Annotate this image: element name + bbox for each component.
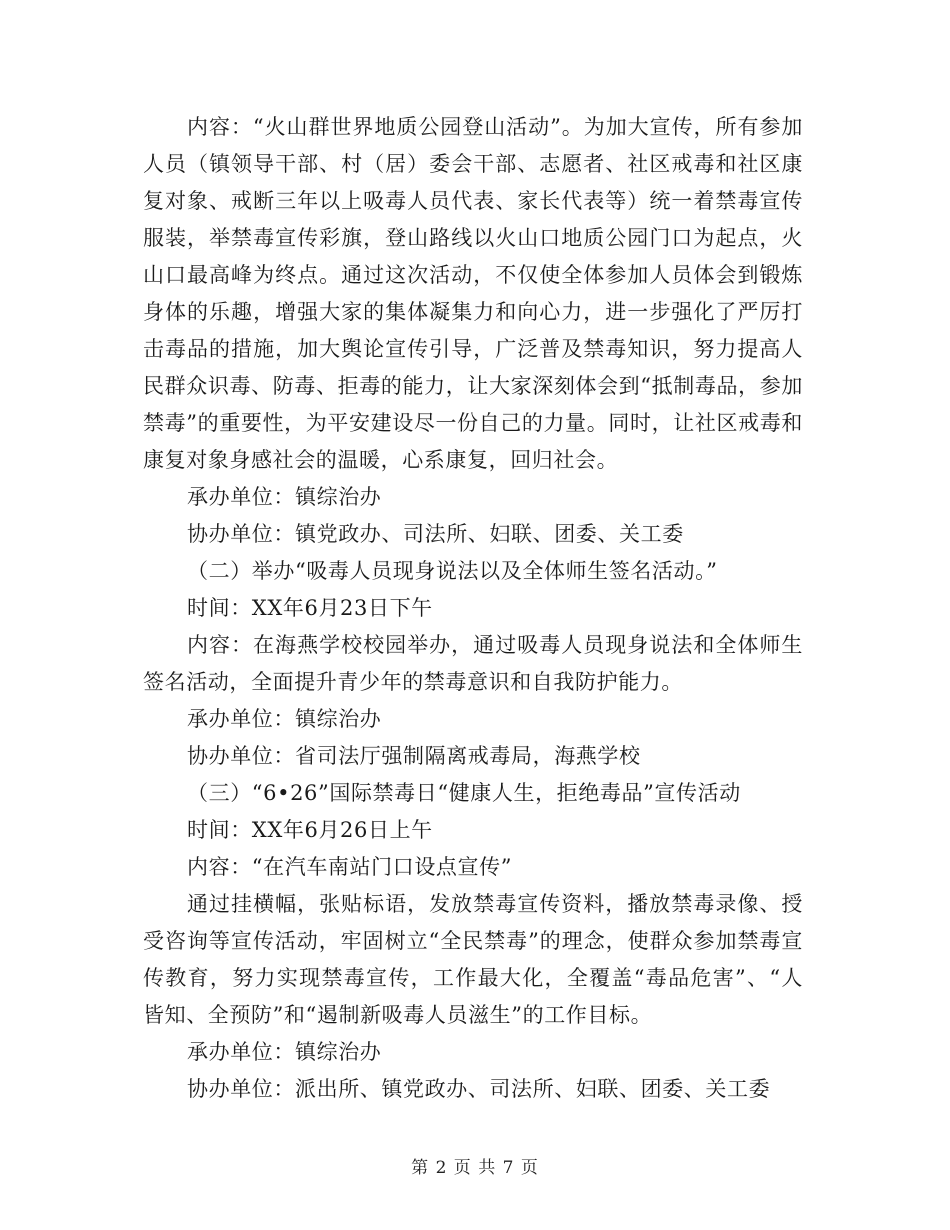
paragraph-content-2: 内容：在海燕学校校园举办，通过吸毒人员现身说法和全体师生签名活动，全面提升青少年的禁毒意识和自我防护能力。 — [143, 633, 803, 694]
page-number-footer: 第 2 页 共 7 页 — [411, 1158, 539, 1178]
document-body — [143, 109, 803, 1108]
paragraph-climbing-activity-content: 内容：“火山群世界地质公园登山活动”。为加大宣传，所有参加人员（镇领导干部、村（居）委会干部、志愿者、社区戒毒和社区康复对象、戒断三年以上吸毒人员代表、家长代表等）统一着禁毒宣传服装，举禁毒宣传彩旗，登山路线以火山口地质公园门口为起点，火山口最高峰为终点。通过这次活动，不仅使全体参加人员体会到锻炼身体的乐趣，增强大家的集体凝集力和向心力，进一步强化了严厉打击毒品的措施，加大舆论宣传引导，广泛普及禁毒知识，努力提高人民群众识毒、防毒、拒毒的能力，让大家深刻体会到“抵制毒品，参加禁毒”的重要性，为平安建设尽一份自己的力量。同时，让社区戒毒和康复对象身感社会的温暖，心系康复，回归社会。 — [143, 115, 803, 472]
paragraph-time-3: 时间：XX年6月26日上午 — [187, 818, 433, 842]
paragraph-content-3: 内容：“在汽车南站门口设点宣传” — [187, 855, 513, 879]
section-heading-3: （三）“6•26”国际禁毒日“健康人生，拒绝毒品”宣传活动 — [187, 781, 741, 805]
paragraph-organizer-1: 承办单位：镇综治办 — [187, 485, 382, 509]
paragraph-co-organizer-2: 协办单位：省司法厅强制隔离戒毒局，海燕学校 — [187, 744, 641, 768]
paragraph-organizer-3: 承办单位：镇综治办 — [187, 1040, 382, 1064]
paragraph-organizer-2: 承办单位：镇综治办 — [187, 707, 382, 731]
paragraph-co-organizer-3: 协办单位：派出所、镇党政办、司法所、妇联、团委、关工委 — [187, 1077, 771, 1101]
paragraph-co-organizer-1: 协办单位：镇党政办、司法所、妇联、团委、关工委 — [187, 522, 684, 546]
paragraph-time-2: 时间：XX年6月23日下午 — [187, 596, 433, 620]
section-heading-2: （二）举办“吸毒人员现身说法以及全体师生签名活动。” — [187, 559, 718, 583]
paragraph-propaganda-details: 通过挂横幅，张贴标语，发放禁毒宣传资料，播放禁毒录像、授受咨询等宣传活动，牢固树立“全民禁毒”的理念，使群众参加禁毒宣传教育，努力实现禁毒宣传，工作最大化，全覆盖“毒品危害”、“人皆知、全预防”和“遏制新吸毒人员滋生”的工作目标。 — [143, 892, 803, 1027]
